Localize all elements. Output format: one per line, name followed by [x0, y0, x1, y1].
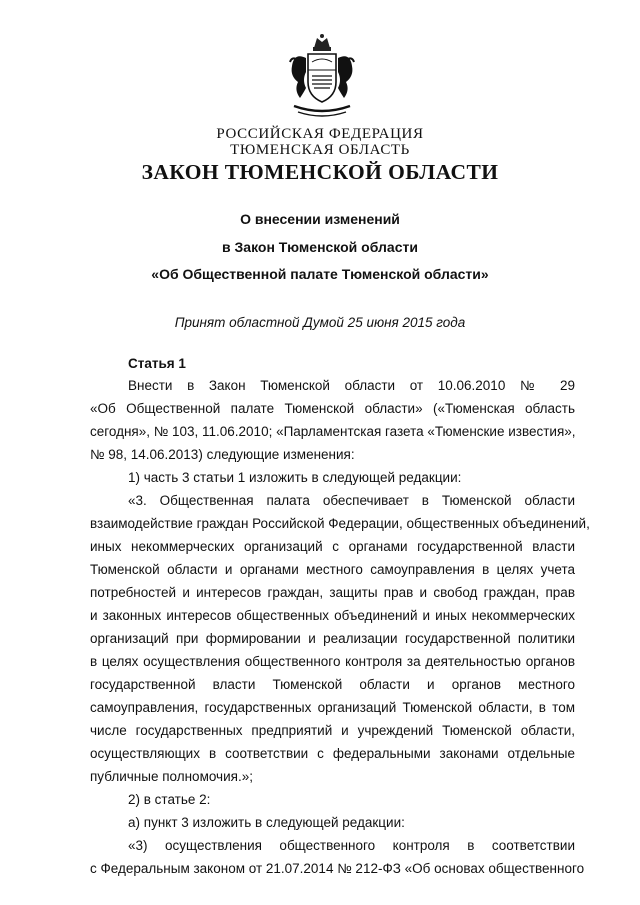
title-line-1: О внесении изменений [240, 211, 400, 227]
law-title: ЗАКОН ТЮМЕНСКОЙ ОБЛАСТИ [141, 160, 499, 184]
text-line: «3) осуществления общественного контроля в соответствии [128, 838, 575, 853]
text-line: взаимодействие граждан Российской Федерации, общественных объединений, [90, 516, 590, 531]
tyumen-region-coat-of-arms-icon [284, 32, 360, 118]
text-line: в целях осуществления общественного контроля за деятельностью органов [90, 654, 575, 669]
text-line: организаций при формировании и реализации государственной политики [90, 631, 575, 646]
region-heading: ТЮМЕНСКАЯ ОБЛАСТЬ [230, 142, 410, 158]
article-heading: Статья 1 [128, 356, 186, 371]
text-line: иных некоммерческих организаций с органами государственной власти [90, 539, 575, 554]
text-line: Внести в Закон Тюменской области от 10.06.2010 № 29 [128, 378, 575, 393]
text-line: «3. Общественная палата обеспечивает в Тюменской области [128, 493, 575, 508]
text-line: а) пункт 3 изложить в следующей редакции: [128, 815, 405, 830]
title-line-3: «Об Общественной палате Тюменской области» [151, 266, 489, 282]
text-line: и законных интересов общественных объединений и иных некоммерческих [90, 608, 575, 623]
adoption-note: Принят областной Думой 25 июня 2015 года [174, 315, 466, 330]
text-line: числе государственных предприятий и учреждений Тюменской области, [90, 723, 575, 738]
text-line: № 98, 14.06.2013) следующие изменения: [90, 447, 355, 462]
federation-heading: РОССИЙСКАЯ ФЕДЕРАЦИЯ [216, 126, 424, 142]
text-line: 1) часть 3 статьи 1 изложить в следующей редакции: [128, 470, 462, 485]
text-line: самоуправления, государственных организаций Тюменской области, в том [90, 700, 575, 715]
text-line: осуществляющих в соответствии с федеральными законами отдельные [90, 746, 575, 761]
text-line: государственной власти Тюменской области и органов местного [90, 677, 575, 692]
text-line: потребностей и интересов граждан, защиты прав и свобод граждан, прав [90, 585, 575, 600]
title-line-2: в Закон Тюменской области [222, 239, 418, 255]
text-line: с Федеральным законом от 21.07.2014 № 212-ФЗ «Об основах общественного [90, 861, 585, 876]
text-line: сегодня», № 103, 11.06.2010; «Парламентская газета «Тюменские известия», [90, 424, 576, 439]
text-line: 2) в статье 2: [128, 792, 211, 807]
text-line: Тюменской области и органами местного самоуправления в целях учета [90, 562, 575, 577]
text-line: публичные полномочия.»; [90, 769, 253, 784]
text-line: «Об Общественной палате Тюменской области» («Тюменская область [90, 401, 575, 416]
